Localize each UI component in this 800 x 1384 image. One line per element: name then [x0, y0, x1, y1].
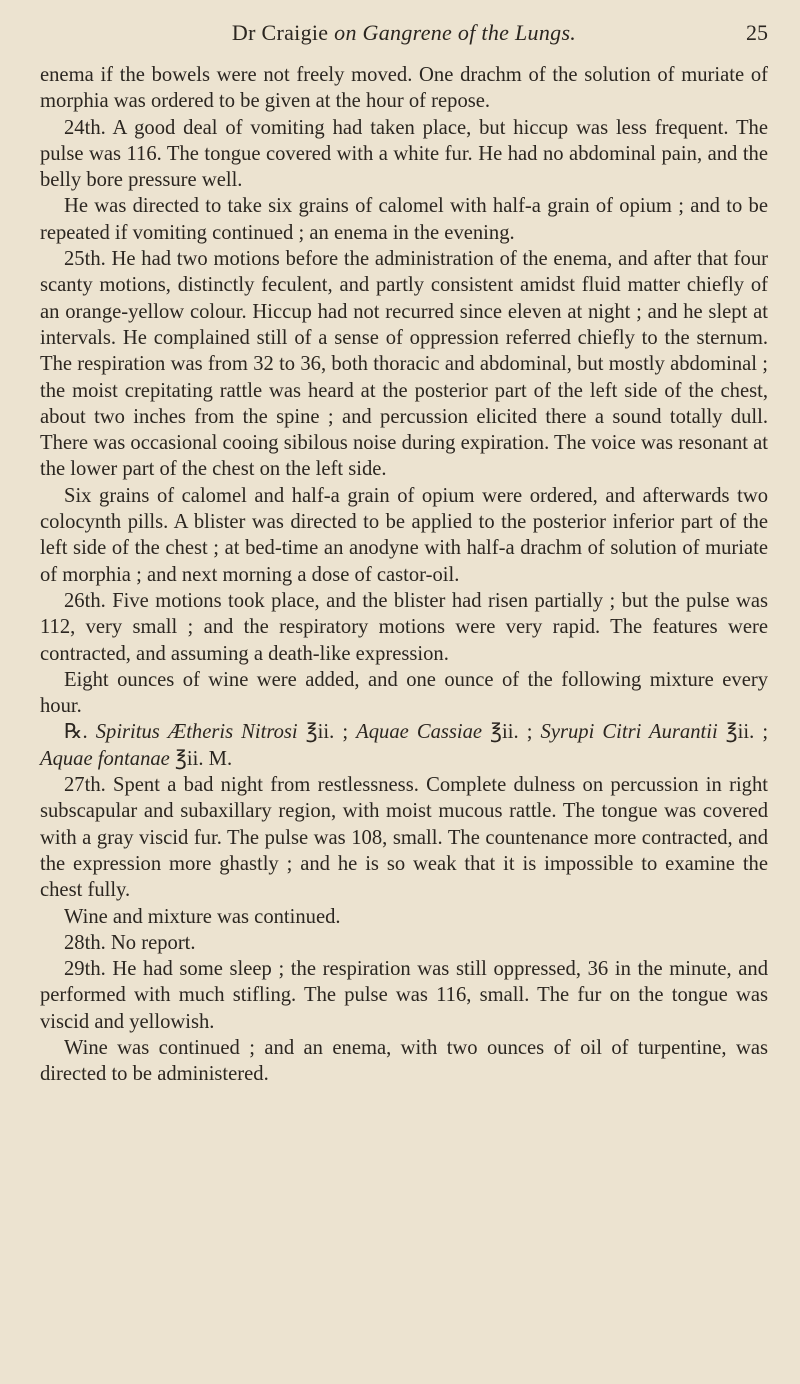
body-text [40, 62, 768, 1088]
running-title [40, 20, 768, 46]
prescription-item-name: Spiritus Ætheris Nitrosi [95, 721, 298, 744]
page-number: 25 [746, 20, 768, 45]
paragraph: 26th. Five motions took place, and the blister had risen partially ; but the pulse was 112, very small ; and the respiratory motions were very rapid. The features were contracted, and assuming a death-like expression. [40, 589, 768, 665]
running-title-author: Dr Craigie [231, 20, 329, 45]
prescription [40, 719, 768, 772]
paragraph: 28th. No report. [64, 931, 196, 954]
paragraph: 25th. He had two motions before the administration of the enema, and after that four scanty motions, distinctly feculent, and partly consistent amidst fluid matter chiefly of an orange-yellow colour. Hiccup had not recurred since eleven at night ; and he slept at intervals. He complained still of a sense of oppression referred chiefly to the sternum. The respiration was from 32 to 36, both thoracic and abdominal, but mostly abdominal ; the moist crepitating rattle was heard at the posterior part of the left side of the chest, about two inches from the spine ; and percussion elicited there a sound totally dull. There was occasional cooing sibilous noise during expiration. The voice was resonant at the lower part of the chest on the left side. [40, 248, 768, 481]
prescription-item-dose: ℥ii. ; [305, 721, 349, 744]
paragraph: Wine was continued ; and an enema, with two ounces of oil of turpentine, was directed to be administered. [40, 1036, 768, 1086]
prescription-item-dose: ℥ii. [174, 747, 204, 770]
paragraph: He was directed to take six grains of calomel with half-a grain of opium ; and to be repeated if vomiting continued ; an enema in the evening. [40, 195, 768, 244]
paragraph: Six grains of calomel and half-a grain of opium were ordered, and afterwards two colocynth pills. A blister was directed to be applied to the posterior inferior part of the left side of the chest ; at bed-time an anodyne with half-a drachm of solution of muriate of morphia ; and next morning a dose of castor-oil. [40, 484, 768, 586]
prescription-item-dose: ℥ii. ; [725, 721, 769, 744]
prescription-symbol: ℞. [64, 721, 88, 744]
paragraph: 29th. He had some sleep ; the respiration was still oppressed, 36 in the minute, and performed with much stifling. The pulse was 116, small. The fur on the tongue was viscid and yellowish. [40, 958, 768, 1033]
book-page [40, 14, 768, 1088]
prescription-item-name: Aquae Cassiae [356, 721, 483, 744]
paragraph: Wine and mixture was continued. [64, 905, 341, 928]
running-title-subject: on Gangrene of the Lungs. [334, 20, 577, 45]
paragraph: Eight ounces of wine were added, and one ounce of the following mixture every hour. [40, 668, 768, 718]
prescription-item-name: Aquae fontanae [40, 747, 170, 770]
running-head [40, 14, 768, 54]
paragraph: 27th. Spent a bad night from restlessness. Complete dulness on percussion in right subscapular and subaxillary region, with moist mucous rattle. The tongue was covered with a gray viscid fur. The pulse was 108, small. The countenance more contracted, and the expression more ghastly ; and he is so weak that it is impossible to examine the chest fully. [40, 774, 768, 902]
prescription-item-name: Syrupi Citri Aurantii [540, 721, 718, 744]
paragraph: 24th. A good deal of vomiting had taken place, but hiccup was less frequent. The pulse was 116. The tongue covered with a white fur. He had no abdominal pain, and the belly bore pressure well. [40, 116, 768, 192]
prescription-item-dose: ℥ii. ; [490, 721, 533, 744]
paragraph: enema if the bowels were not freely moved. One drachm of the solution of muriate of morphia was ordered to be given at the hour of repose. [40, 64, 768, 113]
prescription-suffix: M. [208, 747, 233, 770]
